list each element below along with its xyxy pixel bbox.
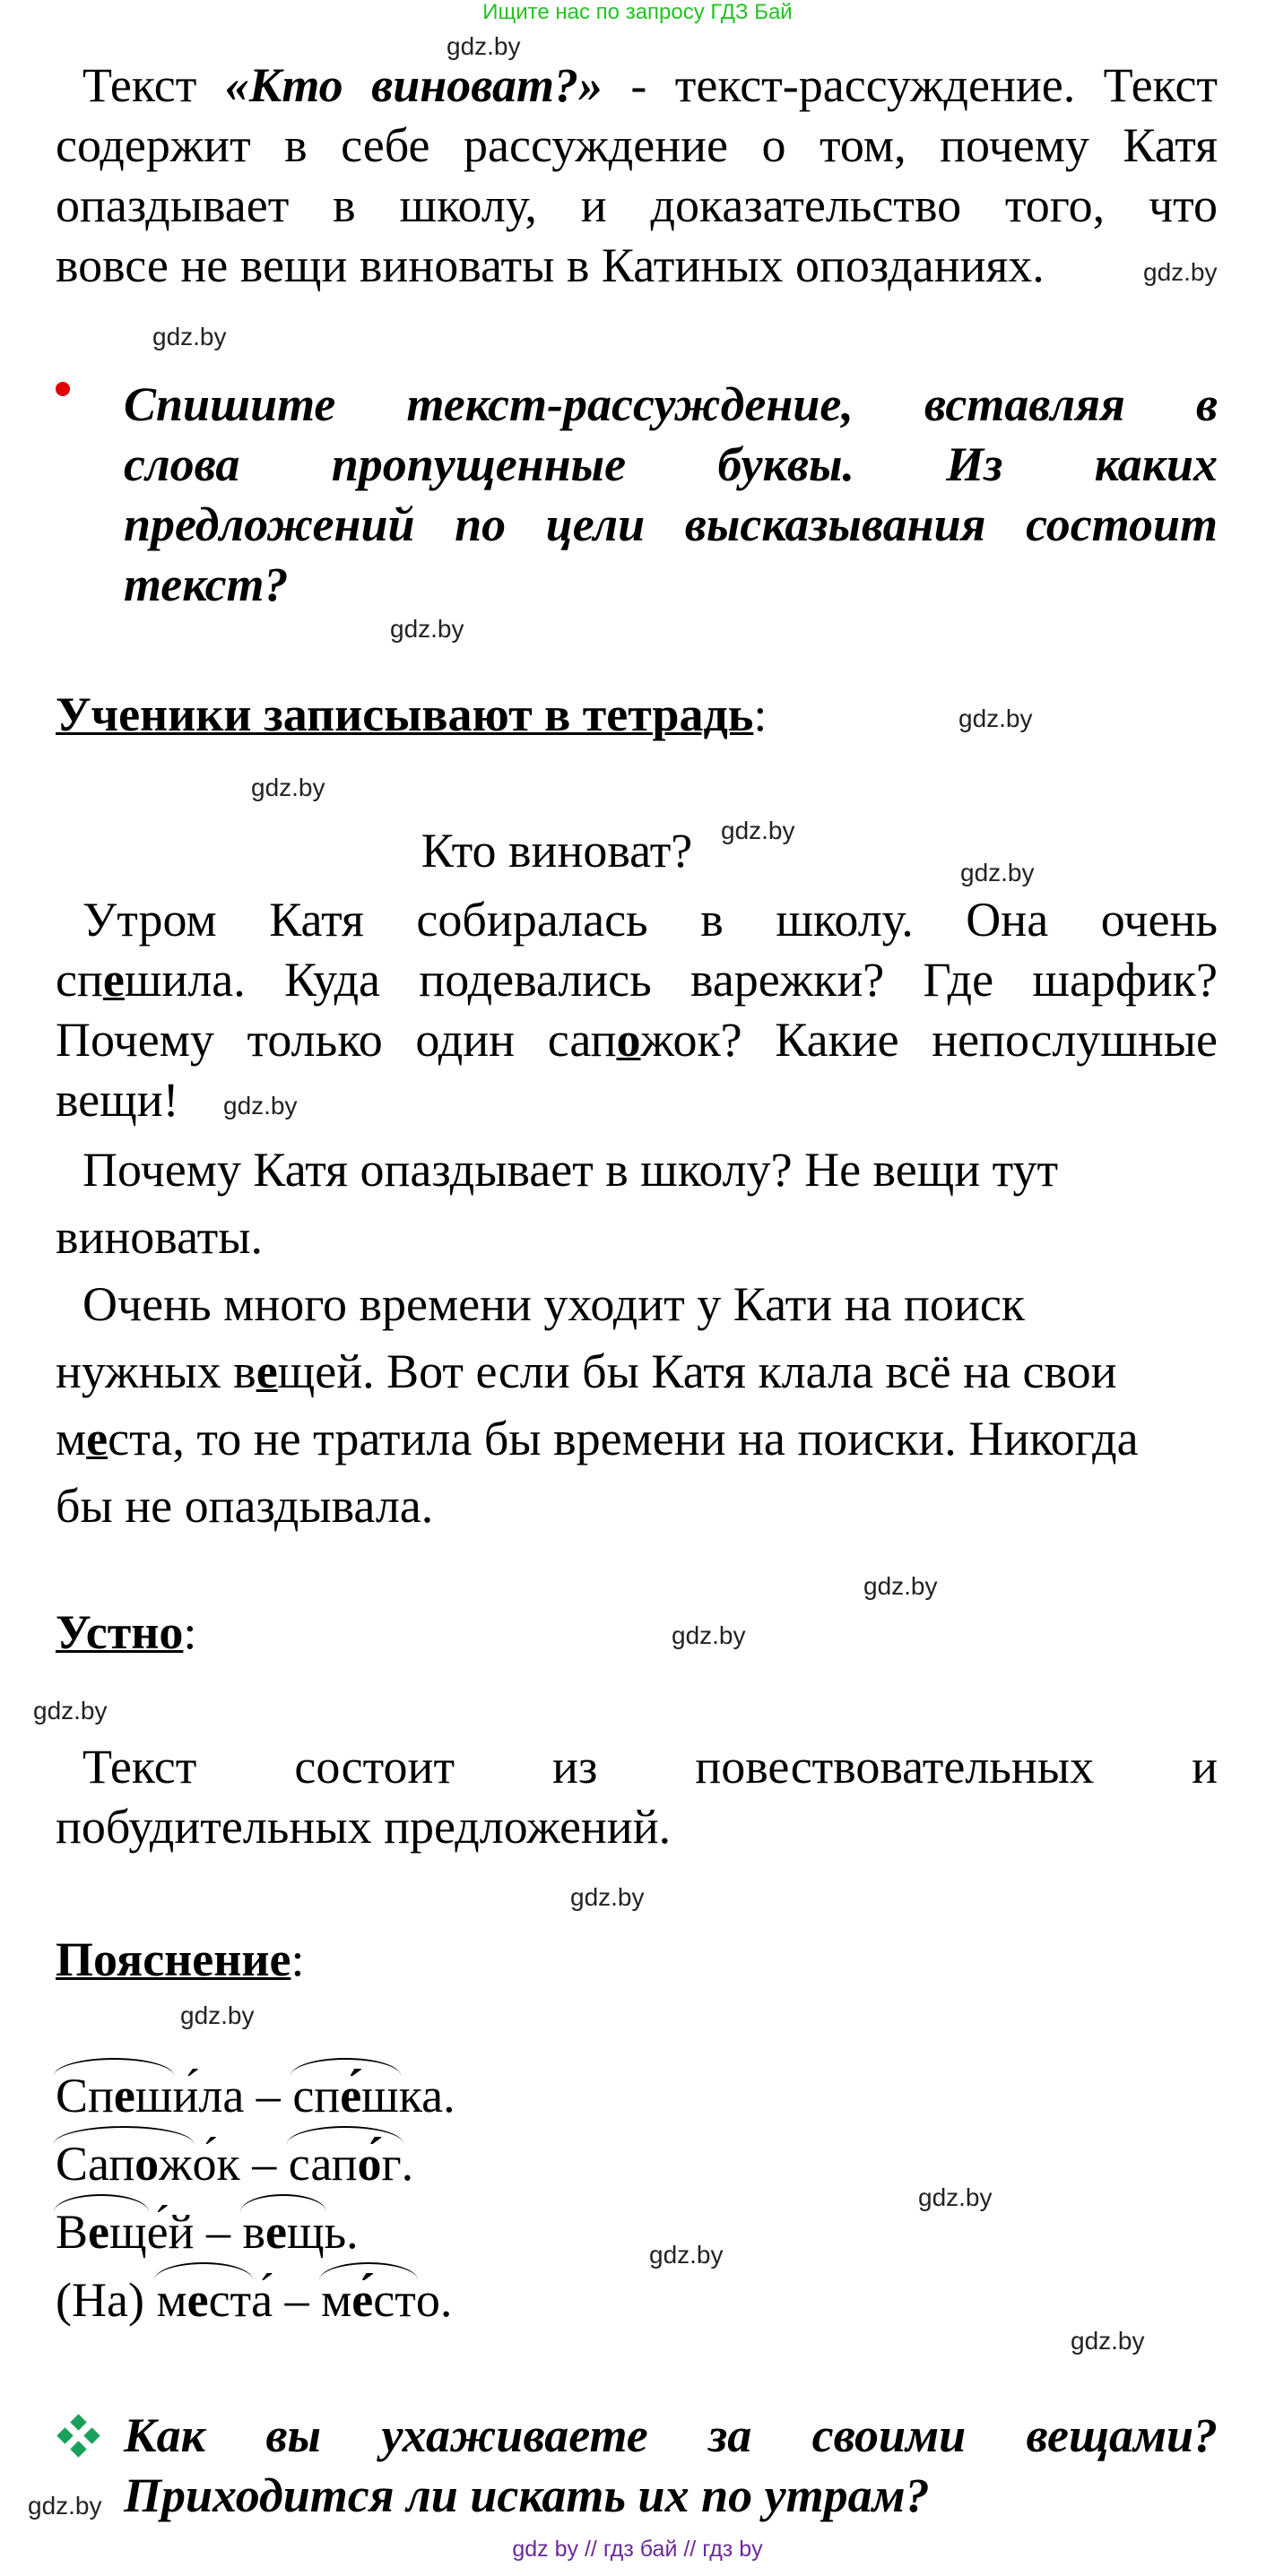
colon: : — [291, 1932, 305, 1986]
story-line: Очень много времени уходит у Кати на поиск — [82, 1277, 1026, 1331]
question-line: Приходится ли искать их по утрам? — [124, 2468, 930, 2522]
inserted-letter: е — [86, 1412, 108, 1465]
watermark: gdz.by — [447, 32, 521, 60]
text: сп — [56, 953, 103, 1007]
heading-oral — [56, 1604, 196, 1660]
story-line: бы не опаздывала. — [56, 1479, 434, 1533]
watermark: gdz.by — [960, 859, 1035, 886]
task-line: предложений по цели высказывания состоит — [124, 497, 1218, 551]
watermark: gdz.by — [672, 1621, 746, 1649]
text: а́ – — [251, 2273, 322, 2327]
story-line — [56, 950, 1218, 1010]
watermark: gdz.by — [390, 615, 464, 643]
text: (На) — [56, 2273, 157, 2327]
text: м — [156, 2273, 187, 2327]
watermark: gdz.by — [28, 2492, 102, 2520]
text: шила. Куда подевались варежки? Где шарфик? — [124, 953, 1218, 1007]
watermark: gdz.by — [863, 1572, 938, 1600]
vowel: е — [113, 2069, 135, 2122]
text: о. — [415, 2273, 453, 2327]
story-line: виноваты. — [56, 1210, 264, 1264]
text: щ — [109, 2205, 147, 2259]
watermark: gdz.by — [958, 705, 1033, 732]
text: ста, то не тратила бы времени на поиски. Никогда — [108, 1412, 1139, 1465]
text: жок? Какие непослушные — [640, 1013, 1219, 1067]
watermark: gdz.by — [1143, 258, 1218, 286]
story-line — [56, 1338, 1218, 1405]
oral-answer — [56, 1737, 1218, 1857]
root-arc — [56, 2062, 172, 2130]
text: г — [381, 2137, 402, 2191]
vowel: е — [88, 2205, 109, 2259]
vowel: о — [134, 2137, 160, 2191]
text: ь. — [324, 2205, 359, 2259]
story-line: Почему Катя опаздывает в школу? Не вещи тут — [82, 1143, 1059, 1197]
colon: : — [183, 1605, 197, 1659]
text: Сп — [56, 2069, 114, 2122]
story-line — [56, 1010, 1218, 1070]
watermark: gdz.by — [152, 323, 227, 350]
root-arc — [321, 2266, 416, 2334]
footer-watermark: gdz by // гдз бай // гдз by — [512, 2537, 763, 2562]
intro-line: содержит в себе рассуждение о том, почему Катя — [56, 118, 1218, 172]
watermark: gdz.by — [1071, 2327, 1145, 2355]
explanation-item — [56, 2266, 455, 2334]
text: ш — [361, 2069, 399, 2122]
text: Текст — [82, 58, 225, 112]
text: ка. — [398, 2069, 455, 2122]
heading-text: Ученики записывают в тетрадь — [56, 687, 754, 741]
task-instruction — [124, 375, 1218, 615]
colon: : — [753, 687, 768, 741]
text: Почему только один сап — [56, 1013, 617, 1067]
text: щей. Вот если бы Катя клала всё на свои — [277, 1344, 1117, 1398]
watermark: gdz.by — [223, 1092, 298, 1119]
text: - текст-рассуждение. Текст — [602, 58, 1219, 112]
story-paragraph-1 — [56, 890, 1218, 1130]
diamond-icon — [59, 2416, 99, 2456]
bullet-icon — [56, 382, 70, 396]
watermark: gdz.by — [721, 817, 795, 844]
inserted-letter: е — [102, 953, 125, 1007]
text-title: «Кто виноват?» — [224, 58, 603, 112]
root-arc — [56, 2198, 147, 2266]
task-line: Спишите текст-рассуждение, вставляя в — [124, 377, 1218, 431]
text: ст — [373, 2273, 416, 2327]
vowel: е — [265, 2205, 287, 2259]
story-paragraph-2 — [56, 1137, 1218, 1271]
watermark: gdz.by — [570, 1883, 645, 1911]
story-title — [0, 823, 1275, 878]
search-hint: Ищите нас по запросу ГДЗ Бай — [482, 0, 793, 24]
story-line — [56, 1405, 1218, 1473]
heading-written — [56, 687, 767, 742]
text: нужных в — [56, 1344, 256, 1398]
intro-line: опаздывает в школу, и доказательство того, что — [56, 178, 1218, 232]
answer-line: Текст состоит из повествовательных и — [82, 1740, 1218, 1794]
text: е́й – — [146, 2205, 243, 2259]
heading-explanation — [56, 1932, 304, 1987]
inserted-letter: о — [616, 1013, 641, 1067]
root-arc — [289, 2130, 402, 2198]
vowel: е́ — [351, 2273, 374, 2327]
inserted-letter: е — [256, 1344, 278, 1398]
text: м — [321, 2273, 352, 2327]
story-paragraph-3 — [56, 1271, 1218, 1540]
text: и́ла – — [172, 2069, 293, 2122]
explanation-list — [56, 2062, 455, 2334]
watermark: gdz.by — [180, 2001, 255, 2029]
text: ж — [159, 2137, 193, 2191]
text: В — [56, 2205, 89, 2259]
watermark: gdz.by — [33, 1697, 108, 1725]
story-line: вещи! — [56, 1073, 179, 1127]
answer-line: побудительных предложений. — [56, 1800, 672, 1854]
task-line: слова пропущенные буквы. Из каких — [124, 437, 1218, 491]
text: в — [242, 2205, 265, 2259]
task-line: текст? — [124, 558, 289, 611]
vowel: о́ — [357, 2137, 382, 2191]
text: Сап — [56, 2137, 135, 2191]
story-title-text: Кто виноват? — [421, 824, 693, 877]
intro-line — [56, 56, 1218, 116]
text: о́к – — [192, 2137, 289, 2191]
explanation-item — [56, 2062, 455, 2130]
intro-line: вовсе не вещи виноваты в Катиных опозданиях. — [56, 238, 1045, 292]
root-arc — [56, 2130, 192, 2198]
explanation-item — [56, 2130, 455, 2198]
text: щ — [286, 2205, 325, 2259]
story-line: Утром Катя собиралась в школу. Она очень — [82, 893, 1218, 947]
root-arc — [242, 2198, 324, 2266]
text: сап — [288, 2137, 358, 2191]
root-arc — [156, 2266, 251, 2334]
text: . — [401, 2137, 414, 2191]
root-arc — [292, 2062, 398, 2130]
question-line: Как вы ухаживаете за своими вещами? — [124, 2408, 1218, 2462]
vowel: е — [186, 2273, 209, 2327]
intro-paragraph — [56, 56, 1218, 296]
text: ст — [208, 2273, 252, 2327]
watermark: gdz.by — [251, 774, 325, 801]
text: ш — [134, 2069, 173, 2122]
vowel: е́ — [340, 2069, 362, 2122]
explanation-item — [56, 2198, 455, 2266]
text: м — [56, 1412, 87, 1465]
discussion-question — [124, 2406, 1218, 2526]
watermark: gdz.by — [918, 2183, 993, 2211]
heading-text: Пояснение — [56, 1932, 291, 1986]
watermark: gdz.by — [649, 2241, 724, 2269]
heading-text: Устно — [56, 1605, 184, 1659]
text: сп — [292, 2069, 341, 2122]
